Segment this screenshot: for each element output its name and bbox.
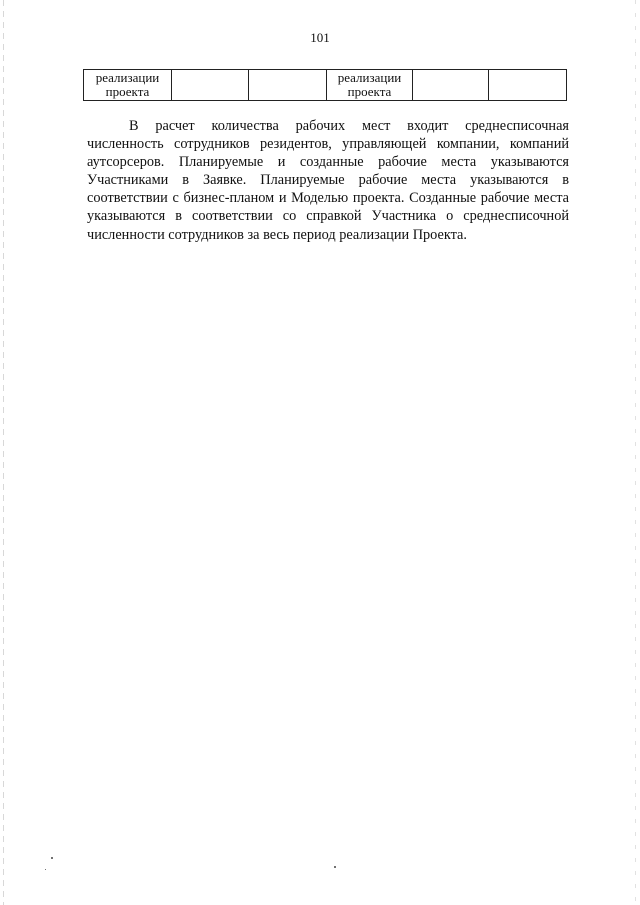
scan-speck: [51, 857, 53, 859]
table-cell-empty: [489, 70, 567, 101]
cell-text-line: реализации: [337, 70, 402, 85]
body-paragraph: В расчет количества рабочих мест входит среднесписочная численность сотрудников резидентов, управляющей компании, компаний аутсорсеров. Планируемые и созданные рабочие места указываются Участниками в Заявке. Планируемые рабочие места указываются в соответствии с бизнес-планом и Моделью проекта. Созданные рабочие места указываются в соответствии со справкой Участника о среднесписочной численности сотрудников за весь период реализации Проекта.: [87, 118, 569, 243]
cell-text-line: реализации: [95, 70, 160, 85]
table-cell: [84, 70, 172, 101]
table-cell-empty: [172, 70, 249, 101]
scan-edge-left: [3, 0, 4, 905]
cell-text-line: проекта: [347, 84, 392, 99]
table-cell-empty: [413, 70, 489, 101]
scan-speck: [334, 866, 336, 868]
cell-text-line: проекта: [105, 84, 150, 99]
table-row: [84, 70, 567, 101]
table-cell: [327, 70, 413, 101]
table-cell-empty: [249, 70, 327, 101]
scan-edge-right: [635, 0, 636, 905]
scan-speck: [45, 869, 46, 870]
page-number: 101: [310, 30, 330, 45]
table-fragment: [83, 69, 567, 101]
